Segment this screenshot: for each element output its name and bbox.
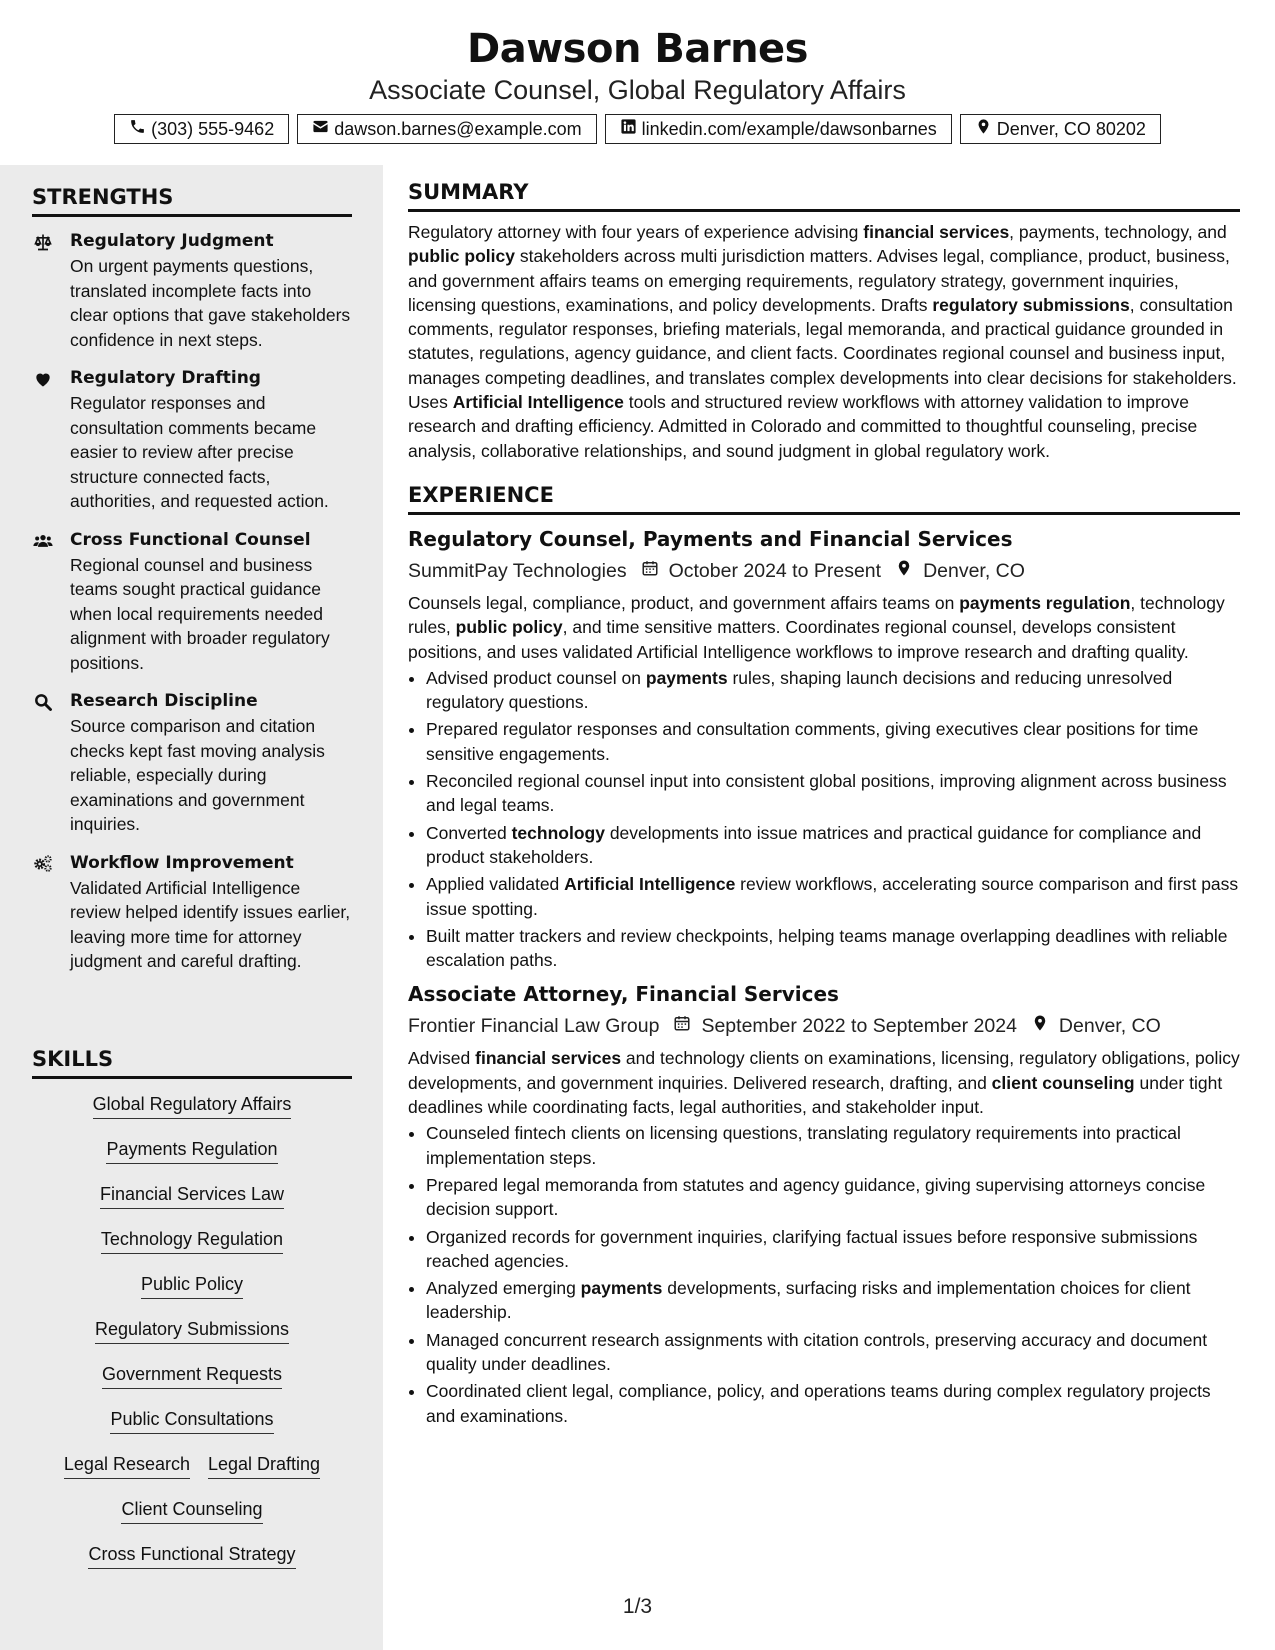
text-run: Applied validated [426, 874, 565, 895]
text-run: under tight deadlines while coordinating facts, legal authorities, and stakeholder input. [408, 1072, 1223, 1118]
strength-title: Regulatory Judgment [70, 231, 274, 251]
text-run: , and time sensitive matters. Coordinates regional counsel, develops consistent positions, and uses validated Artificial Intelligence workflows to improve research and drafting quality. [408, 617, 1189, 662]
text-run: rules, shaping launch decisions and reducing unresolved regulatory questions. [426, 667, 1173, 713]
bullet-item [426, 1276, 1240, 1325]
job-bullets [408, 666, 1240, 973]
bullet-item [426, 872, 1240, 921]
strength-text: Source comparison and citation checks kept fast moving analysis reliable, especially during examinations and government inquiries. [70, 716, 325, 834]
calendar-icon [627, 557, 669, 585]
skill-tag: Legal Research [64, 1451, 190, 1479]
skill-tag: Cross Functional Strategy [88, 1541, 295, 1569]
job-meta [408, 557, 1240, 585]
strength-text: On urgent payments questions, translated incomplete facts into clear options that gave stakeholders confidence in next steps. [70, 256, 351, 350]
skill-tag: Regulatory Submissions [95, 1316, 289, 1344]
strengths-heading: STRENGTHS [32, 183, 352, 217]
candidate-name: Dawson Barnes [467, 26, 808, 72]
bold-phrase: technology [511, 822, 605, 843]
contact-location-text: Denver, CO 80202 [996, 118, 1146, 139]
job-company: Frontier Financial Law Group [408, 1015, 660, 1038]
strength-text: Validated Artificial Intelligence review helped identify issues earlier, leaving more time for attorney judgment and careful drafting. [70, 877, 351, 971]
summary-heading: SUMMARY [408, 178, 1240, 212]
text-run: Counseled fintech clients on licensing questions, translating regulatory requirements into practical implementation steps. [426, 1123, 1181, 1168]
text-run: Prepared legal memoranda from statutes and agency guidance, giving supervising attorneys concise decision support. [426, 1174, 1206, 1220]
job-intro [408, 591, 1240, 664]
bold-phrase: client counseling [991, 1072, 1135, 1093]
users-icon [32, 528, 70, 676]
contact-bar [0, 114, 1275, 144]
job-title: Associate Attorney, Financial Services [408, 982, 839, 1007]
bullet-item [426, 769, 1240, 818]
text-run: developments into issue matrices and practical guidance for compliance and product stakeholders. [426, 822, 1202, 867]
skill-tag: Legal Drafting [208, 1451, 320, 1479]
job-dates: October 2024 to Present [668, 559, 882, 582]
main-column [408, 178, 1240, 1431]
resume-header [0, 0, 1275, 165]
skills-heading: SKILLS [32, 1045, 352, 1079]
text-run: Advised product counsel on [426, 667, 646, 688]
scales-icon [32, 229, 70, 352]
contact-email[interactable] [297, 114, 596, 144]
job-meta [408, 1012, 1240, 1040]
text-run: Organized records for government inquiries, clarifying factual issues before responsive submissions reached agencies. [426, 1226, 1198, 1271]
experience-heading: EXPERIENCE [408, 481, 1240, 515]
job-company: SummitPay Technologies [408, 559, 627, 582]
map-pin-icon [881, 557, 923, 585]
skill-tag: Government Requests [102, 1361, 282, 1389]
skill-tag: Public Policy [141, 1271, 243, 1299]
text-run: Advised [408, 1048, 476, 1069]
text-run: Reconciled regional counsel input into consistent global positions, improving alignment across business and legal teams. [426, 771, 1227, 816]
bold-phrase: financial services [475, 1048, 622, 1069]
skills-list [32, 1091, 352, 1569]
strengths-section [32, 183, 352, 974]
text-run: Analyzed emerging [426, 1278, 581, 1299]
text-run: Prepared regulator responses and consultation comments, giving executives clear positions for time sensitive engagements. [426, 719, 1199, 764]
bold-phrase: financial services [863, 222, 1010, 242]
contact-email-text: dawson.barnes@example.com [334, 118, 582, 139]
bold-phrase: public policy [455, 617, 563, 638]
text-run: Managed concurrent research assignments with citation controls, preserving accuracy and document quality under deadlines. [426, 1329, 1208, 1374]
strength-item [32, 528, 352, 676]
contact-location[interactable] [960, 114, 1161, 144]
strength-title: Workflow Improvement [70, 852, 294, 873]
search-icon [32, 689, 70, 837]
strength-title: Cross Functional Counsel [70, 529, 311, 550]
text-run: tools and structured review workflows with attorney validation to improve research and drafting efficiency. Admitted in Colorado and committed to thoughtful counseling, precise analysis, collaborative relationships, and sound judgment in global regulatory work. [408, 392, 1198, 461]
skill-tag: Payments Regulation [106, 1136, 277, 1164]
map-pin-icon [975, 118, 997, 140]
job-location: Denver, CO [1058, 1015, 1161, 1038]
job-dates: September 2022 to September 2024 [701, 1015, 1017, 1038]
contact-linkedin[interactable] [605, 114, 952, 144]
strength-item [32, 851, 352, 974]
skill-tag: Technology Regulation [101, 1226, 283, 1254]
map-pin-icon [1017, 1012, 1059, 1040]
bold-phrase: Artificial Intelligence [564, 874, 736, 895]
bold-phrase: payments [645, 667, 728, 688]
text-run: Coordinated client legal, compliance, policy, and operations teams during complex regulatory projects and examinations. [426, 1381, 1211, 1426]
skill-tag: Public Consultations [110, 1406, 273, 1434]
summary-text [408, 220, 1240, 463]
envelope-icon [312, 118, 334, 140]
job-entry [408, 525, 1240, 972]
text-run: , consultation comments, regulator responses, briefing materials, legal memoranda, and practical guidance grounded in statutes, regulations, agency guidance, and client facts. Coordinates regional counsel and business input, manages competing deadlines, and translates complex developments into clear decisions for stakeholders. Uses [408, 294, 1237, 413]
bullet-item [426, 666, 1240, 715]
text-run: stakeholders across multi jurisdiction matters. Advises legal, compliance, product, business, and government affairs teams on emerging requirements, regulatory strategy, government inquiries, licensing questions, examinations, and policy developments. Drafts [408, 246, 1230, 315]
strength-text: Regulator responses and consultation comments became easier to review after precise structure connected facts, authorities, and requested action. [70, 393, 329, 511]
job-location: Denver, CO [923, 559, 1025, 582]
bold-phrase: public policy [408, 246, 515, 267]
strength-title: Regulatory Drafting [70, 368, 261, 388]
job-bullets [408, 1121, 1240, 1428]
page-number: 1/3 [622, 1595, 653, 1618]
bold-phrase: regulatory submissions [932, 294, 1130, 315]
contact-phone-text: (303) 555-9462 [151, 118, 275, 139]
bold-phrase: payments regulation [959, 592, 1131, 613]
gears-icon [32, 851, 70, 974]
text-run: and technology clients on examinations, licensing, regulatory obligations, policy developments, and government inquiries. Delivered research, drafting, and [408, 1048, 1240, 1093]
job-intro [408, 1046, 1240, 1119]
candidate-title: Associate Counsel, Global Regulatory Affairs [369, 75, 906, 105]
skill-tag: Financial Services Law [100, 1181, 284, 1209]
bullet-item [426, 924, 1240, 973]
bullet-item [426, 1121, 1240, 1170]
strength-item [32, 366, 352, 514]
bullet-item [426, 1328, 1240, 1377]
calendar-icon [659, 1012, 701, 1040]
linkedin-icon [620, 118, 642, 140]
text-run: Counsels legal, compliance, product, and government affairs teams on [408, 592, 960, 613]
bullet-item [426, 821, 1240, 870]
strength-item [32, 689, 352, 837]
bullet-item [426, 1379, 1240, 1428]
phone-icon [129, 118, 151, 140]
bullet-item [426, 1173, 1240, 1222]
bold-phrase: payments [580, 1278, 663, 1299]
skill-tag: Client Counseling [121, 1496, 262, 1524]
skills-section [32, 1045, 352, 1569]
heart-icon [32, 366, 70, 514]
text-run: Regulatory attorney with four years of experience advising [408, 222, 864, 242]
strength-text: Regional counsel and business teams sought practical guidance when local requirements needed alignment with broader regulatory positions. [70, 554, 330, 673]
text-run: review workflows, accelerating source comparison and first pass issue spotting. [426, 874, 1239, 919]
text-run: , technology rules, [408, 592, 1225, 638]
text-run: Converted [426, 822, 512, 843]
job-entry [408, 980, 1240, 1427]
contact-linkedin-text: linkedin.com/example/dawsonbarnes [641, 118, 937, 139]
job-title: Regulatory Counsel, Payments and Financial Services [408, 526, 1013, 551]
strength-item [32, 229, 352, 352]
bullet-item [426, 717, 1240, 766]
text-run: developments, surfacing risks and implementation choices for client leadership. [426, 1278, 1191, 1323]
sidebar [0, 165, 383, 1650]
bullet-item [426, 1225, 1240, 1274]
contact-phone[interactable] [114, 114, 289, 144]
strength-title: Research Discipline [70, 691, 258, 711]
skill-tag: Global Regulatory Affairs [93, 1091, 292, 1119]
text-run: , payments, technology, and [1009, 222, 1227, 242]
text-run: Built matter trackers and review checkpoints, helping teams manage overlapping deadlines with reliable escalation paths. [426, 925, 1228, 971]
bold-phrase: Artificial Intelligence [452, 392, 624, 413]
